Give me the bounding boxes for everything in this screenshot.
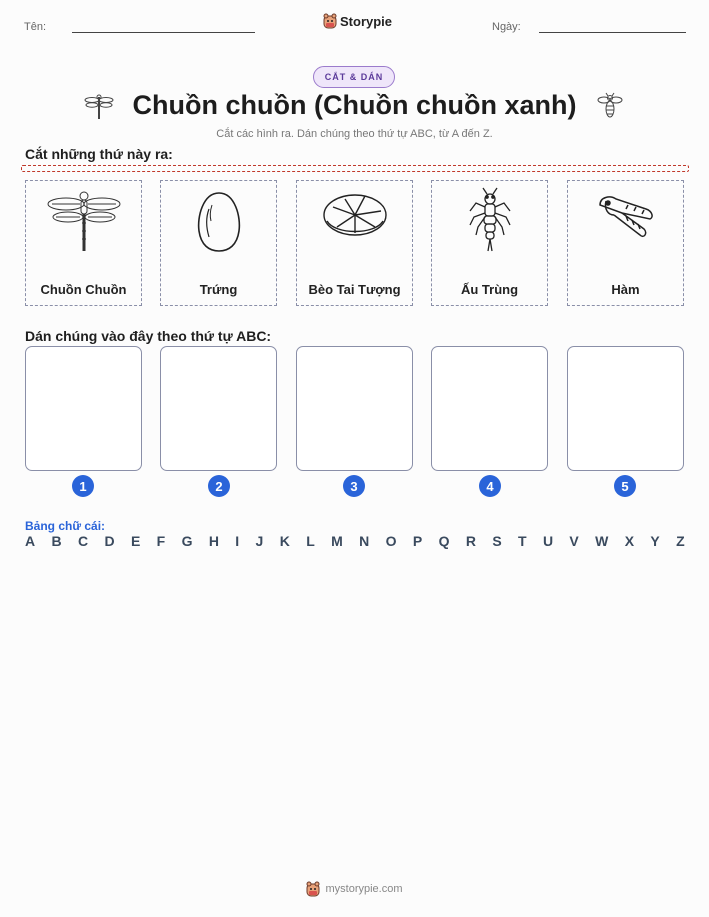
- slot-number: 3: [343, 475, 365, 497]
- paste-slot-5[interactable]: [567, 346, 684, 471]
- alphabet-letter: S: [492, 533, 502, 549]
- paste-slot-2[interactable]: [160, 346, 277, 471]
- alphabet-row: [25, 533, 685, 549]
- slot-number: 4: [479, 475, 501, 497]
- egg-icon: [179, 187, 259, 257]
- paste-heading: Dán chúng vào đây theo thứ tự ABC:: [25, 328, 272, 344]
- larva-icon: [450, 187, 530, 257]
- brand-name: Storypie: [340, 13, 393, 29]
- cut-line: [21, 165, 689, 172]
- cut-heading: Cắt những thứ này ra:: [25, 146, 173, 162]
- page-title: Chuồn chuồn (Chuồn chuồn xanh): [132, 90, 577, 120]
- alphabet-letter: F: [156, 533, 166, 549]
- alphabet-letter: M: [331, 533, 343, 549]
- footer-link[interactable]: mystorypie.com: [325, 883, 403, 895]
- alphabet-letter: X: [624, 533, 635, 549]
- paste-slot-3[interactable]: [296, 346, 413, 471]
- slot-number: 1: [72, 475, 94, 497]
- date-label: Ngày:: [492, 21, 521, 33]
- card-label: Chuồn Chuồn: [40, 282, 127, 297]
- alphabet-letter: D: [104, 533, 115, 549]
- alphabet-letter: B: [51, 533, 62, 549]
- cut-card-larva[interactable]: [431, 180, 548, 306]
- alphabet-letter: E: [130, 533, 141, 549]
- alphabet-letter: Y: [650, 533, 660, 549]
- storypie-mascot-icon: [306, 881, 320, 897]
- paste-slot-1[interactable]: [25, 346, 142, 471]
- alphabet-letter: K: [279, 533, 290, 549]
- slot-number: 5: [614, 475, 636, 497]
- name-label: Tên:: [24, 21, 47, 33]
- instructions: Cắt các hình ra. Dán chúng theo thứ tự ABC, từ A đến Z.: [216, 128, 493, 140]
- brand-logo: [323, 13, 392, 29]
- bee-decor-icon: [597, 92, 623, 120]
- alphabet-letter: Z: [676, 533, 685, 549]
- alphabet-letter: I: [235, 533, 240, 549]
- alphabet-letter: U: [542, 533, 554, 549]
- alphabet-letter: R: [465, 533, 476, 549]
- alphabet-letter: A: [25, 533, 36, 549]
- date-line[interactable]: [539, 32, 686, 33]
- alphabet-letter: Q: [438, 533, 450, 549]
- alphabet-letter: L: [306, 533, 315, 549]
- cut-card-lily-pad[interactable]: [296, 180, 413, 306]
- card-label: Hàm: [611, 282, 640, 297]
- slot-number: 2: [208, 475, 230, 497]
- alphabet-letter: G: [181, 533, 193, 549]
- alphabet-letter: V: [569, 533, 579, 549]
- card-label: Bèo Tai Tượng: [308, 282, 401, 297]
- alphabet-letter: C: [77, 533, 89, 549]
- footer: [0, 881, 709, 897]
- storypie-mascot-icon: [323, 13, 337, 29]
- alphabet-letter: H: [208, 533, 219, 549]
- dragonfly-icon: [44, 187, 124, 257]
- name-line[interactable]: [72, 32, 255, 33]
- paste-slot-4[interactable]: [431, 346, 548, 471]
- cut-card-jaw[interactable]: [567, 180, 684, 306]
- cut-card-egg[interactable]: [160, 180, 277, 306]
- card-label: Ấu Trùng: [460, 282, 519, 297]
- lily-pad-icon: [315, 187, 395, 257]
- cut-card-dragonfly[interactable]: [25, 180, 142, 306]
- alphabet-letter: O: [385, 533, 397, 549]
- alphabet-letter: J: [255, 533, 264, 549]
- alphabet-letter: N: [359, 533, 370, 549]
- alphabet-title: Bảng chữ cái:: [25, 519, 106, 533]
- alphabet-letter: W: [595, 533, 609, 549]
- jaw-icon: [586, 187, 666, 257]
- alphabet-letter: T: [518, 533, 527, 549]
- card-label: Trứng: [199, 282, 238, 297]
- activity-badge: CẮT & DÁN: [313, 66, 395, 88]
- alphabet-letter: P: [412, 533, 423, 549]
